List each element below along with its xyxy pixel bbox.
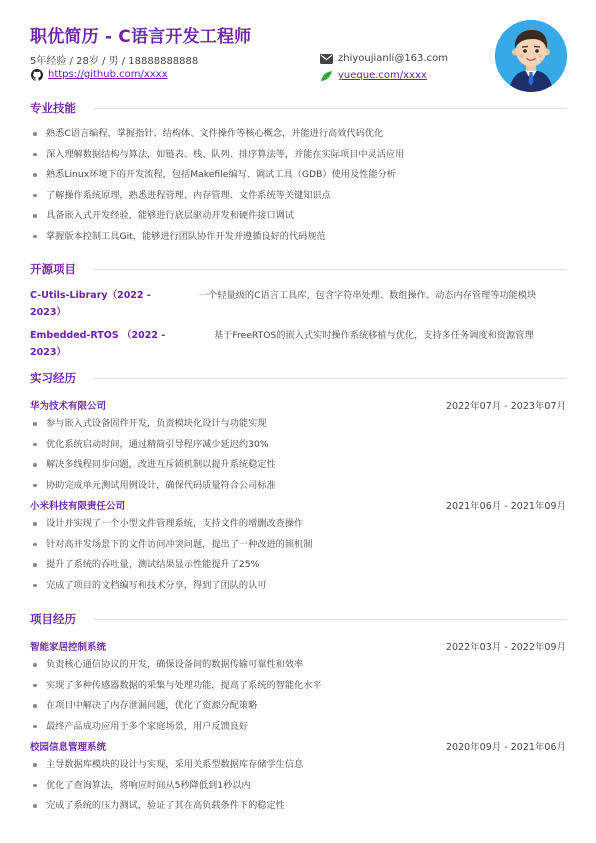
projects-header (30, 611, 566, 627)
skills-section (30, 100, 566, 247)
company-name: 华为技术有限公司 (30, 401, 107, 412)
entry-header (30, 637, 566, 655)
yuque-contact[interactable] (320, 69, 427, 82)
list-item: 深入理解数据结构与算法，如链表、栈、队列、排序算法等，并能在实际项目中灵活应用 (30, 145, 566, 166)
skills-list (30, 124, 566, 247)
entry-date: 2022年03月 - 2022年09月 (446, 642, 566, 653)
opensource-item (30, 327, 566, 361)
list-item: 熟悉C语言编程，掌握指针、结构体、文件操作等核心概念，并能进行高效代码优化 (30, 124, 566, 145)
yuque-icon (320, 69, 333, 82)
opensource-name-line: 2023） (30, 347, 66, 358)
opensource-name-line: Embedded-RTOS （2022 - (30, 330, 166, 341)
github-contact[interactable] (30, 68, 168, 81)
avatar-illustration (495, 20, 567, 92)
entry-header (30, 396, 566, 414)
section-divider (94, 378, 566, 379)
list-item: 实现了多种传感器数据的采集与处理功能，提高了系统的智能化水平 (30, 676, 566, 697)
entry-header (30, 496, 566, 514)
list-item: 掌握版本控制工具Git，能够进行团队协作开发并遵循良好的代码规范 (30, 227, 566, 248)
list-item: 最终产品成功应用于多个家庭场景，用户反馈良好 (30, 717, 566, 738)
opensource-name-line: C-Utils-Library（2022 - (30, 290, 151, 301)
list-item: 在项目中解决了内存泄漏问题，优化了资源分配策略 (30, 696, 566, 717)
opensource-item-desc: 基于FreeRTOS的嵌入式实时操作系统移植与优化，支持多任务调度和资源管理 (214, 330, 534, 341)
opensource-title: 开源项目 (30, 262, 76, 276)
internship-section (30, 370, 566, 596)
opensource-item-desc: 一个轻量级的C语言工具库，包含字符串处理、数组操作、动态内存管理等功能模块 (199, 290, 537, 301)
skills-title: 专业技能 (30, 101, 76, 115)
internship-duties (30, 514, 566, 596)
section-divider (94, 269, 566, 270)
entry-date: 2020年09月 - 2021年06月 (446, 742, 566, 753)
list-item: 熟悉Linux环境下的开发流程，包括Makefile编写、调试工具（GDB）使用及性能分析 (30, 165, 566, 186)
projects-title: 项目经历 (30, 612, 76, 626)
project-name: 校园信息管理系统 (30, 742, 107, 753)
section-divider (94, 619, 566, 620)
list-item: 解决多线程同步问题，改进互斥锁机制以提升系统稳定性 (30, 455, 566, 476)
opensource-name-line: 2023） (30, 307, 66, 318)
list-item: 优化了查询算法，将响应时间从5秒降低到1秒以内 (30, 776, 566, 797)
internship-duties (30, 414, 566, 496)
list-item: 参与嵌入式设备固件开发，负责模块化设计与功能实现 (30, 414, 566, 435)
mail-icon (320, 52, 333, 65)
yuque-link[interactable]: yueque.com/xxxx (338, 70, 427, 81)
list-item: 协助完成单元测试用例设计，确保代码质量符合公司标准 (30, 476, 566, 497)
list-item: 负责核心通信协议的开发，确保设备间的数据传输可靠性和效率 (30, 655, 566, 676)
list-item: 完成了系统的压力测试，验证了其在高负载条件下的稳定性 (30, 796, 566, 817)
opensource-list (30, 287, 566, 361)
project-duties (30, 755, 566, 817)
opensource-section (30, 261, 566, 367)
opensource-item (30, 287, 566, 321)
entry-header (30, 737, 566, 755)
entry-date: 2021年06月 - 2021年09月 (446, 501, 566, 512)
basic-info: 5年经验 / 28岁 / 男 / 18888888888 (30, 56, 199, 67)
project-name: 智能家居控制系统 (30, 642, 107, 653)
opensource-header (30, 261, 566, 277)
github-icon (30, 68, 43, 81)
list-item: 了解操作系统原理，熟悉进程管理、内存管理、文件系统等关键知识点 (30, 186, 566, 207)
list-item: 设计并实现了一个小型文件管理系统，支持文件的增删改查操作 (30, 514, 566, 535)
resume-title: 职优简历 - C语言开发工程师 (30, 27, 252, 47)
email-text: zhiyoujianli@163.com (338, 53, 448, 64)
list-item: 主导数据库模块的设计与实现，采用关系型数据库存储学生信息 (30, 755, 566, 776)
project-entries (30, 637, 566, 817)
email-contact (320, 52, 448, 65)
list-item: 优化系统启动时间，通过精简引导程序减少延迟约30% (30, 435, 566, 456)
skills-header (30, 100, 566, 116)
avatar (495, 20, 567, 92)
list-item: 针对高并发场景下的文件访问冲突问题，提出了一种改进的锁机制 (30, 535, 566, 556)
list-item: 提升了系统的吞吐量，测试结果显示性能提升了25% (30, 555, 566, 576)
opensource-item-name (30, 287, 180, 321)
resume-header (30, 22, 566, 92)
list-item: 完成了项目的文档编写和技术分享，得到了团队的认可 (30, 576, 566, 597)
github-link[interactable]: https://github.com/xxxx (48, 69, 168, 80)
opensource-item-name (30, 327, 180, 361)
projects-section (30, 611, 566, 817)
project-duties (30, 655, 566, 737)
internship-header (30, 370, 566, 386)
section-divider (94, 108, 566, 109)
internship-title: 实习经历 (30, 371, 76, 385)
internship-entries (30, 396, 566, 596)
company-name: 小米科技有限责任公司 (30, 501, 126, 512)
entry-date: 2022年07月 - 2023年07月 (446, 401, 566, 412)
list-item: 具备嵌入式开发经验，能够进行底层驱动开发和硬件接口调试 (30, 206, 566, 227)
